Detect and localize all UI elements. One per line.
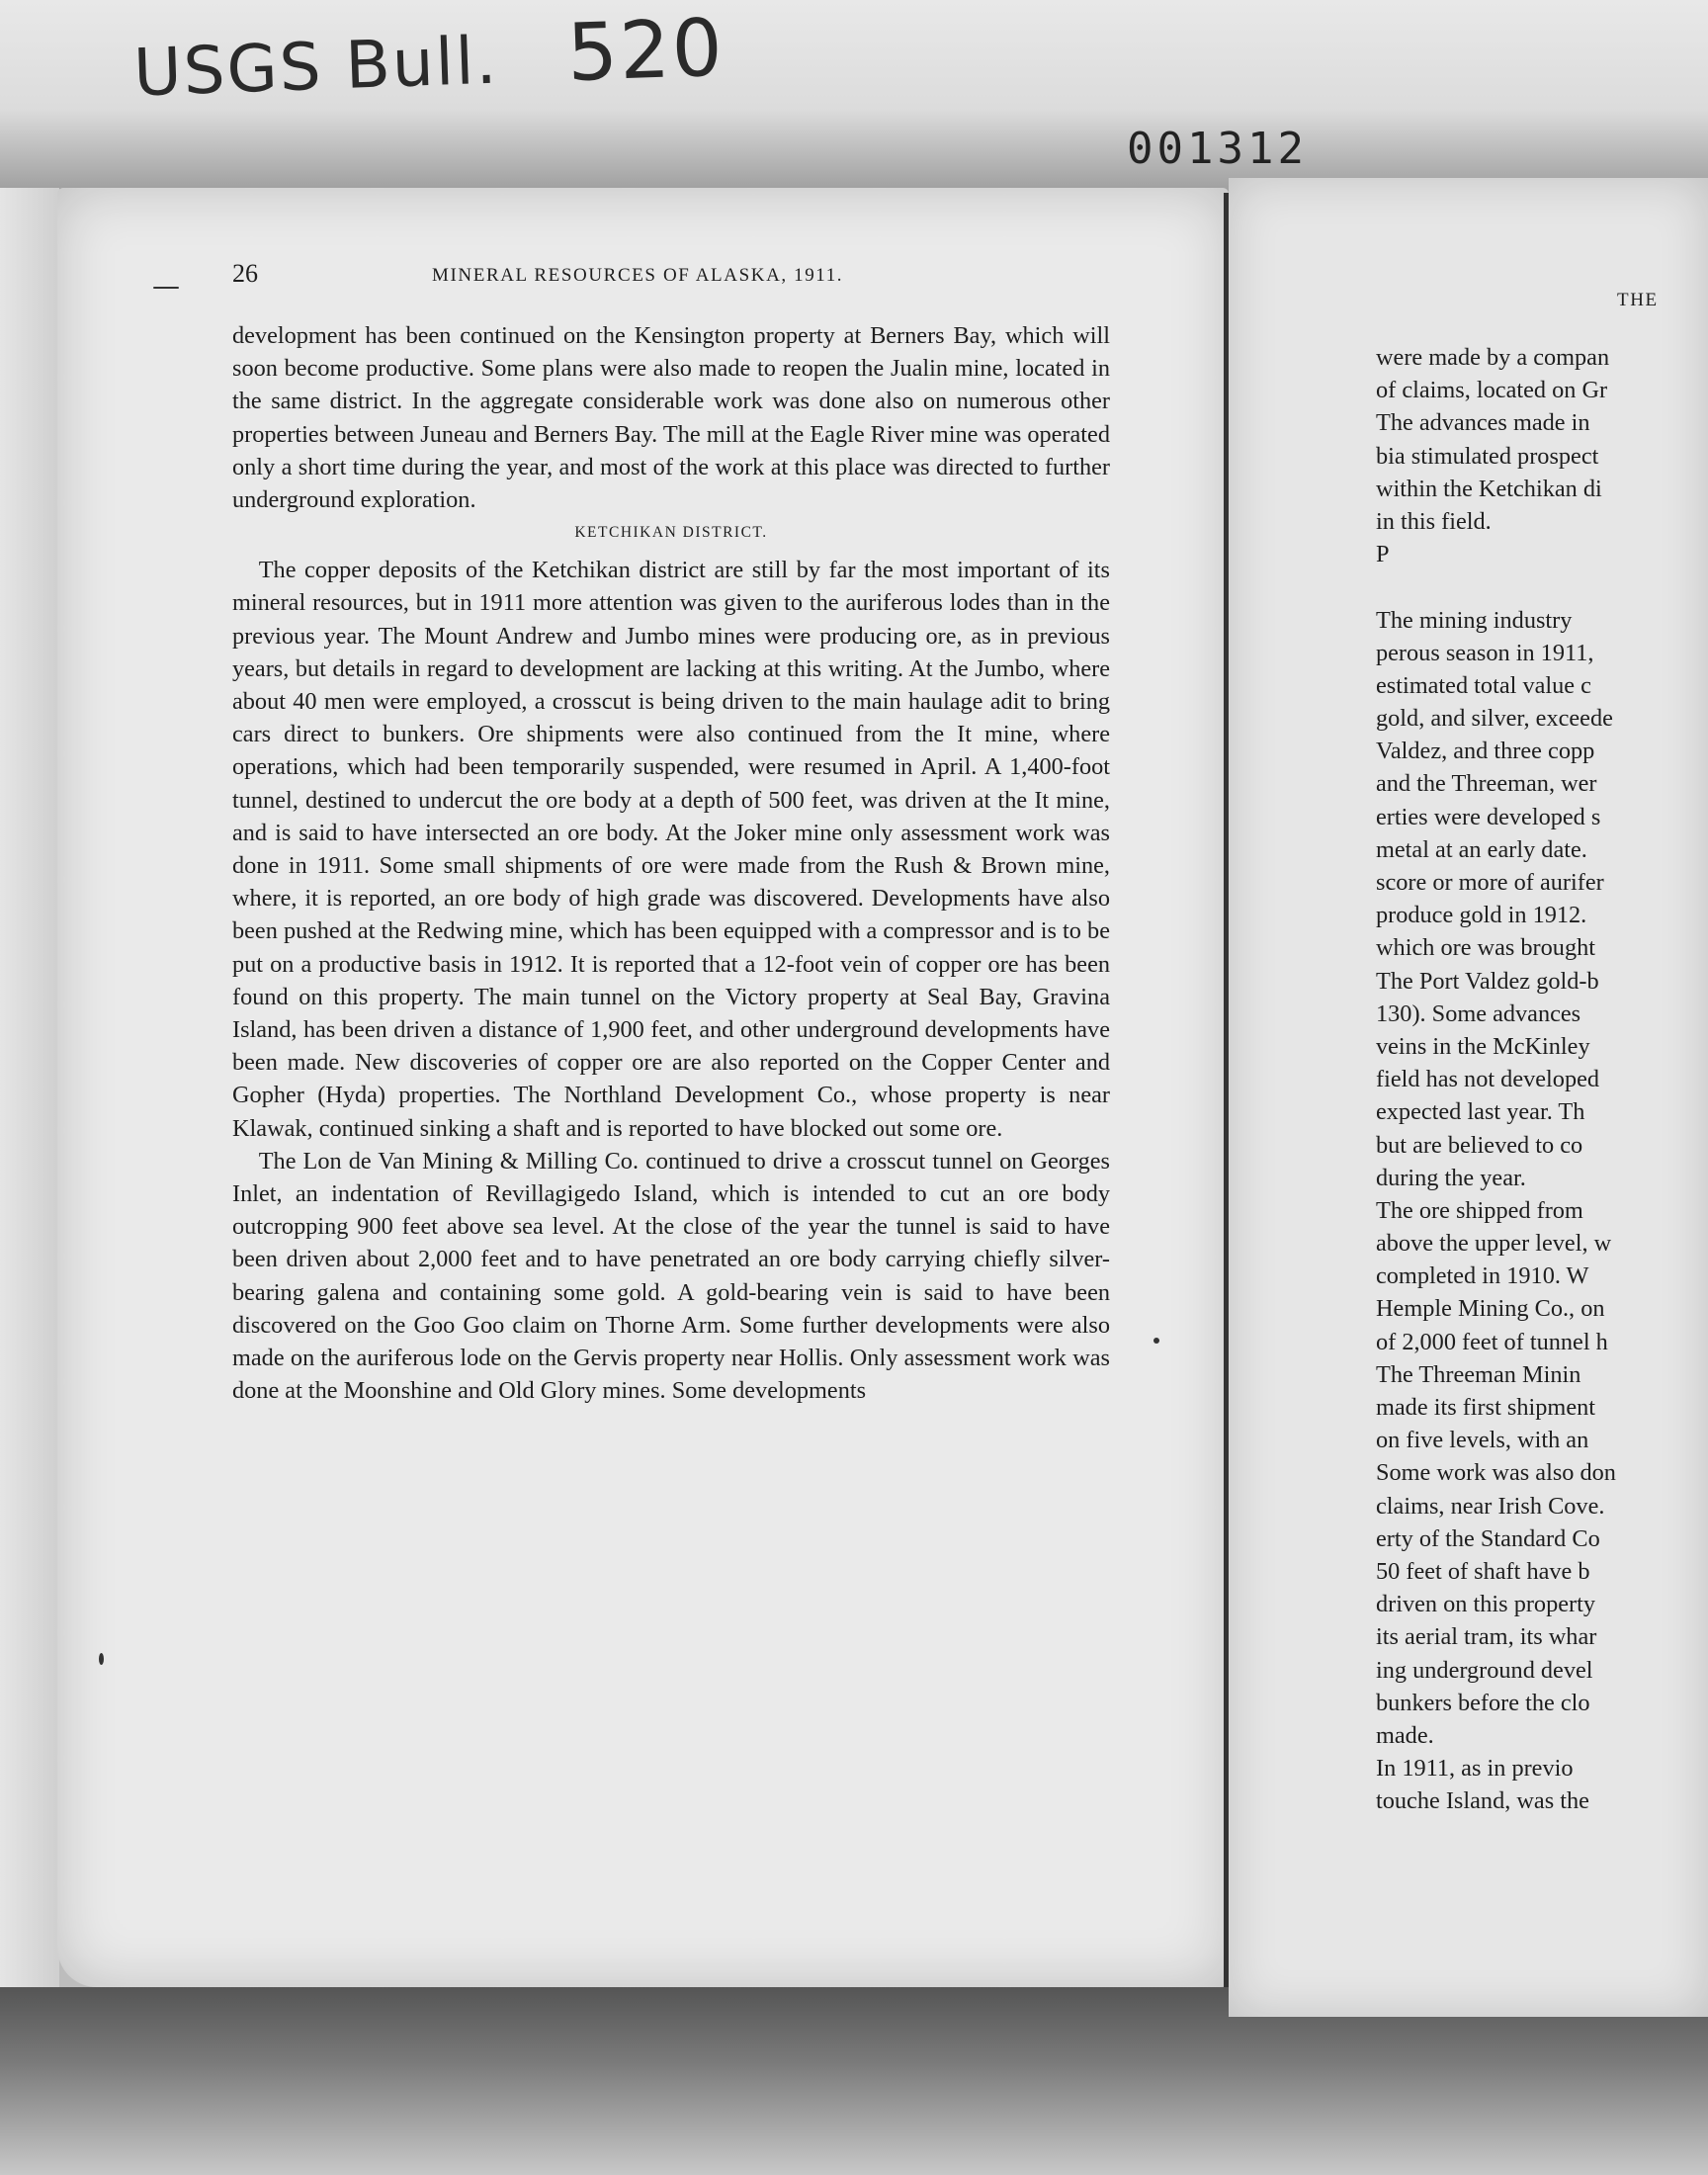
right-page-line: bunkers before the clo: [1376, 1689, 1590, 1716]
right-page-line: touche Island, was the: [1376, 1787, 1589, 1815]
right-page-line: made.: [1376, 1721, 1434, 1749]
archive-stamp: 001312: [1127, 124, 1308, 174]
right-page-line: The Threeman Minin: [1376, 1360, 1581, 1388]
left-page-text: [232, 319, 1110, 1408]
right-page-line: veins in the McKinley: [1376, 1032, 1590, 1060]
right-page-line: during the year.: [1376, 1164, 1526, 1191]
right-page-line: which ore was brought: [1376, 934, 1595, 962]
right-page-line: above the upper level, w: [1376, 1230, 1612, 1258]
right-running-head: THE: [1617, 290, 1659, 310]
scan-speck: [1153, 1338, 1159, 1344]
right-page-line: gold, and silver, exceede: [1376, 705, 1613, 733]
running-title: MINERAL RESOURCES OF ALASKA, 1911.: [432, 265, 844, 286]
right-page-line: In 1911, as in previo: [1376, 1755, 1574, 1783]
right-page-line: 130). Some advances: [1376, 1000, 1581, 1027]
right-page-line: metal at an early date.: [1376, 835, 1587, 863]
book-gutter: [1224, 193, 1229, 1987]
paragraph-3: The Lon de Van Mining & Milling Co. continued to drive a crosscut tunnel on Georges Inlet, an indentation of Revillagigedo Island, which is intended to cut an ore body outcropping 900 feet above sea level. At the close of the year the tunnel is said to have been driven about 2,000 feet and to have penetrated an ore body carrying chiefly silver-bearing galena and containing some gold. A gold-bearing vein is said to have been discovered on the Goo Goo claim on Thorne Arm. Some further developments were also made on the auriferous lode on the Gervis property near Hollis. Only assessment work was done at the Moonshine and Old Glory mines. Some developments: [232, 1147, 1110, 1405]
right-page-line: claims, near Irish Cove.: [1376, 1492, 1605, 1520]
right-page-line: and the Threeman, wer: [1376, 770, 1597, 798]
right-page-line: on five levels, with an: [1376, 1427, 1589, 1454]
right-page-line: erties were developed s: [1376, 803, 1601, 830]
right-page-line: perous season in 1911,: [1376, 639, 1594, 666]
right-page-line: [1376, 570, 1708, 603]
right-page-line: The advances made in: [1376, 409, 1590, 437]
right-page-line: completed in 1910. W: [1376, 1262, 1589, 1290]
right-page-line: driven on this property: [1376, 1591, 1596, 1618]
handwritten-label: USGS Bull.: [132, 22, 500, 112]
right-page-line: were made by a compan: [1376, 344, 1610, 371]
right-page-line: 50 feet of shaft have b: [1376, 1557, 1590, 1585]
scan-speck: [99, 1653, 104, 1665]
right-page-line: Valdez, and three copp: [1376, 738, 1595, 765]
right-page-line: but are believed to co: [1376, 1131, 1583, 1159]
paragraph-1: development has been continued on the Kensington property at Berners Bay, which will soon become productive. Some plans were also made to reopen the Jualin mine, located in the same district. In the aggregate considerable work was done also on numerous other properties between Juneau and Berners Bay. The mill at the Eagle River mine was operated only a short time during the year, and most of the work at this place was directed to further underground exploration.: [232, 322, 1110, 514]
right-page-line: erty of the Standard Co: [1376, 1524, 1600, 1552]
right-page-line: Hemple Mining Co., on: [1376, 1295, 1605, 1323]
right-page-line: P: [1376, 541, 1390, 568]
scan-speck: [153, 287, 179, 289]
right-page-line: in this field.: [1376, 507, 1492, 535]
right-page-text: [1376, 341, 1708, 1817]
section-heading: KETCHIKAN DISTRICT.: [574, 524, 768, 542]
right-page-line: The mining industry: [1376, 606, 1573, 634]
right-page-line: field has not developed: [1376, 1066, 1600, 1093]
handwritten-number: 520: [565, 1, 726, 100]
right-page-line: bia stimulated prospect: [1376, 442, 1599, 470]
scan-left-margin: [0, 188, 59, 1997]
right-page-line: The ore shipped from: [1376, 1196, 1583, 1224]
right-page-line: within the Ketchikan di: [1376, 475, 1602, 502]
right-page-line: of 2,000 feet of tunnel h: [1376, 1328, 1608, 1355]
running-head: [232, 259, 1122, 299]
right-page-line: Some work was also don: [1376, 1459, 1616, 1487]
right-page-line: score or more of aurifer: [1376, 869, 1604, 896]
right-page-line: produce gold in 1912.: [1376, 902, 1587, 929]
right-page-line: expected last year. Th: [1376, 1098, 1585, 1126]
paragraph-2: The copper deposits of the Ketchikan district are still by far the most important of its mineral resources, but in 1911 more attention was given to the auriferous lodes than in the previous year. The Mount Andrew and Jumbo mines were producing ore, as in previous years, but details in regard to development are lacking at this writing. At the Jumbo, where about 40 men were employed, a crosscut is being driven to the main haulage adit to bring cars direct to bunkers. Ore shipments were also continued from the It mine, where operations, which had been temporarily suspended, were resumed in April. A 1,400-foot tunnel, destined to undercut the ore body at a depth of 500 feet, was driven at the It mine, and is said to have intersected an ore body. At the Joker mine only assessment work was done in 1911. Some small shipments of ore were made from the Rush & Brown mine, where, it is reported, an ore body of high grade was discovered. Developments have also been pushed at the Redwing mine, which has been equipped with a compressor and is to be put on a productive basis in 1912. It is reported that a 12-foot vein of copper ore has been found on this property. The main tunnel on the Victory property at Seal Bay, Gravina Island, has been driven a distance of 1,900 feet, and other underground developments have been made. New discoveries of copper ore are also reported on the Copper Center and Gopher (Hyda) properties. The Northland Development Co., whose property is near Klawak, continued sinking a shaft and is reported to have blocked out some ore.: [232, 557, 1110, 1142]
right-page-line: of claims, located on Gr: [1376, 377, 1608, 404]
right-page-line: The Port Valdez gold-b: [1376, 967, 1599, 995]
right-page-line: ing underground devel: [1376, 1656, 1593, 1684]
page-number: 26: [232, 259, 258, 288]
right-page-line: its aerial tram, its whar: [1376, 1623, 1597, 1651]
right-page-line: made its first shipment: [1376, 1394, 1596, 1421]
right-page-line: estimated total value c: [1376, 671, 1591, 699]
